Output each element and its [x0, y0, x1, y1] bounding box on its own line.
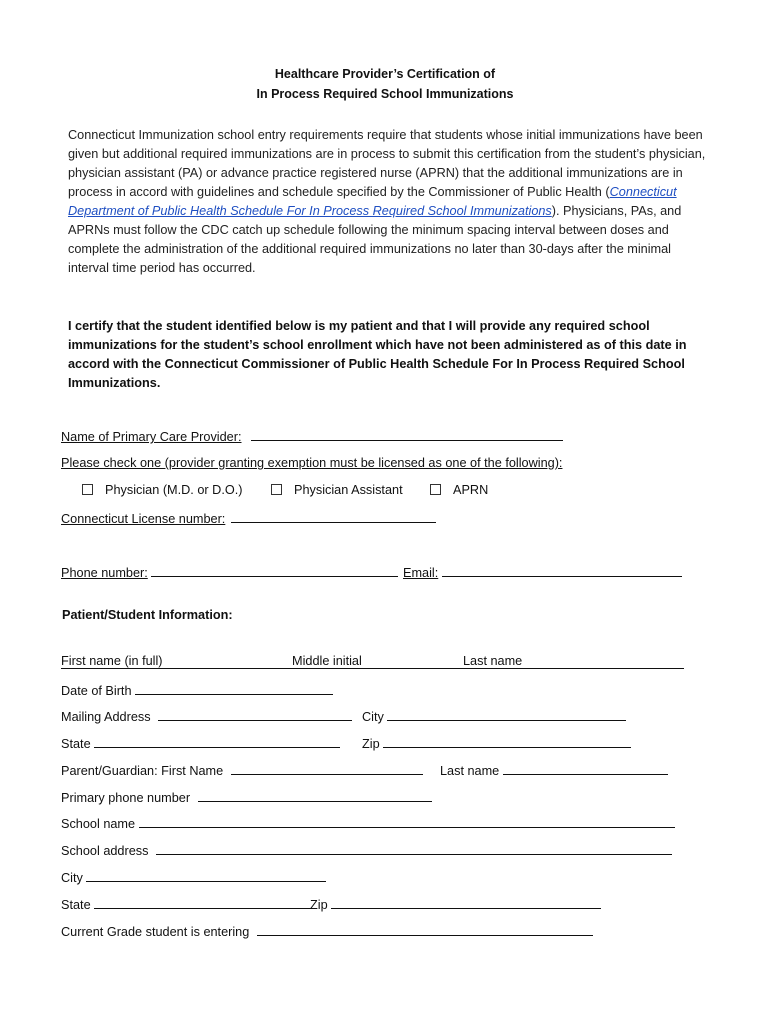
physician-assistant-checkbox[interactable]: [271, 484, 282, 495]
phone-row: [61, 563, 398, 581]
guardian-first-row: [61, 761, 423, 779]
form-title-line1: Healthcare Provider’s Certification of: [274, 67, 496, 81]
middle-initial-label: Middle initial: [292, 654, 362, 668]
zip-row: [362, 734, 631, 752]
school-state-label: State: [61, 898, 91, 912]
form-title-line2: In Process Required School Immunizations: [256, 87, 514, 101]
aprn-option-label: APRN: [453, 483, 489, 497]
email-field[interactable]: [442, 563, 682, 577]
school-name-field[interactable]: [139, 814, 675, 828]
school-city-row: [61, 868, 326, 886]
dob-row: [61, 681, 333, 699]
license-type-prompt: Please check one (provider granting exemption must be licensed as one of the following):: [61, 456, 563, 470]
dph-schedule-link[interactable]: Connecticut Department of Public Health Schedule For In Process Required School Immunizations: [68, 185, 677, 218]
school-state-field[interactable]: [94, 895, 311, 909]
school-name-row: [61, 814, 675, 832]
aprn-checkbox[interactable]: [430, 484, 441, 495]
grade-row: [61, 922, 593, 940]
primary-phone-field[interactable]: [198, 788, 432, 802]
option-physician-assistant[interactable]: [271, 482, 403, 498]
intro-text-before: Connecticut Immunization school entry requirements require that students whose initial immunizations have been given but additional required immunizations are in process to submit this certification from the student’s physician, physician assistant (PA) or advance practice registered nurse (APRN) that the additional immunizations are in process in accord with guidelines and schedule specified by the Commissioner of Public Health (: [68, 128, 706, 199]
state-row: [61, 734, 340, 752]
guardian-last-label: Last name: [440, 764, 500, 778]
option-physician[interactable]: [82, 482, 242, 498]
phone-field[interactable]: [151, 563, 398, 577]
zip-label: Zip: [362, 737, 380, 751]
school-city-label: City: [61, 871, 83, 885]
dob-label: Date of Birth: [61, 684, 132, 698]
provider-name-row: [61, 427, 563, 445]
grade-label: Current Grade student is entering: [61, 925, 250, 939]
provider-name-label: Name of Primary Care Provider:: [61, 430, 242, 444]
last-name-label: Last name: [463, 654, 523, 668]
license-label: Connecticut License number:: [61, 512, 226, 526]
mailing-address-field[interactable]: [158, 707, 352, 721]
school-name-label: School name: [61, 817, 136, 831]
license-row: [61, 509, 436, 527]
license-number-field[interactable]: [231, 509, 436, 523]
guardian-first-field[interactable]: [231, 761, 423, 775]
primary-phone-label: Primary phone number: [61, 791, 191, 805]
physician-assistant-option-label: Physician Assistant: [294, 483, 403, 497]
zip-field[interactable]: [383, 734, 631, 748]
intro-text-after: ). Physicians, PAs, and APRNs must follow the CDC catch up schedule following the minimum spacing interval between doses and complete the administration of the additional required immunizations no later than 30-days after the minimal interval time period has occurred.: [68, 204, 682, 275]
intro-paragraph: [68, 126, 708, 278]
phone-label: Phone number:: [61, 566, 148, 580]
school-zip-row: [310, 895, 601, 913]
state-label: State: [61, 737, 91, 751]
first-name-label: First name (in full): [61, 654, 163, 668]
dob-field[interactable]: [135, 681, 333, 695]
certification-statement: I certify that the student identified below is my patient and that I will provide any required school immunizations for the student’s school enrollment which have not been administered as of this date in accord with the Connecticut Commissioner of Public Health Schedule For In Process Required School Immunizations.: [68, 319, 687, 390]
physician-checkbox[interactable]: [82, 484, 93, 495]
school-zip-label: Zip: [310, 898, 328, 912]
state-field[interactable]: [94, 734, 340, 748]
school-zip-field[interactable]: [331, 895, 601, 909]
provider-name-field[interactable]: [251, 427, 563, 441]
school-state-row: [61, 895, 311, 913]
city-label: City: [362, 710, 384, 724]
guardian-last-row: [440, 761, 668, 779]
school-address-label: School address: [61, 844, 149, 858]
school-address-row: [61, 841, 672, 859]
guardian-last-field[interactable]: [503, 761, 668, 775]
city-field[interactable]: [387, 707, 626, 721]
school-city-field[interactable]: [86, 868, 326, 882]
school-address-field[interactable]: [156, 841, 672, 855]
primary-phone-row: [61, 788, 432, 806]
physician-option-label: Physician (M.D. or D.O.): [105, 483, 243, 497]
email-label: Email:: [403, 566, 439, 580]
mailing-address-label: Mailing Address: [61, 710, 151, 724]
grade-field[interactable]: [257, 922, 593, 936]
option-aprn[interactable]: [430, 482, 488, 498]
email-row: [403, 563, 682, 581]
city-row: [362, 707, 626, 725]
patient-section-title: Patient/Student Information:: [62, 608, 233, 622]
license-type-prompt-row: [61, 455, 562, 471]
mailing-address-row: [61, 707, 352, 725]
guardian-first-label: Parent/Guardian: First Name: [61, 764, 224, 778]
